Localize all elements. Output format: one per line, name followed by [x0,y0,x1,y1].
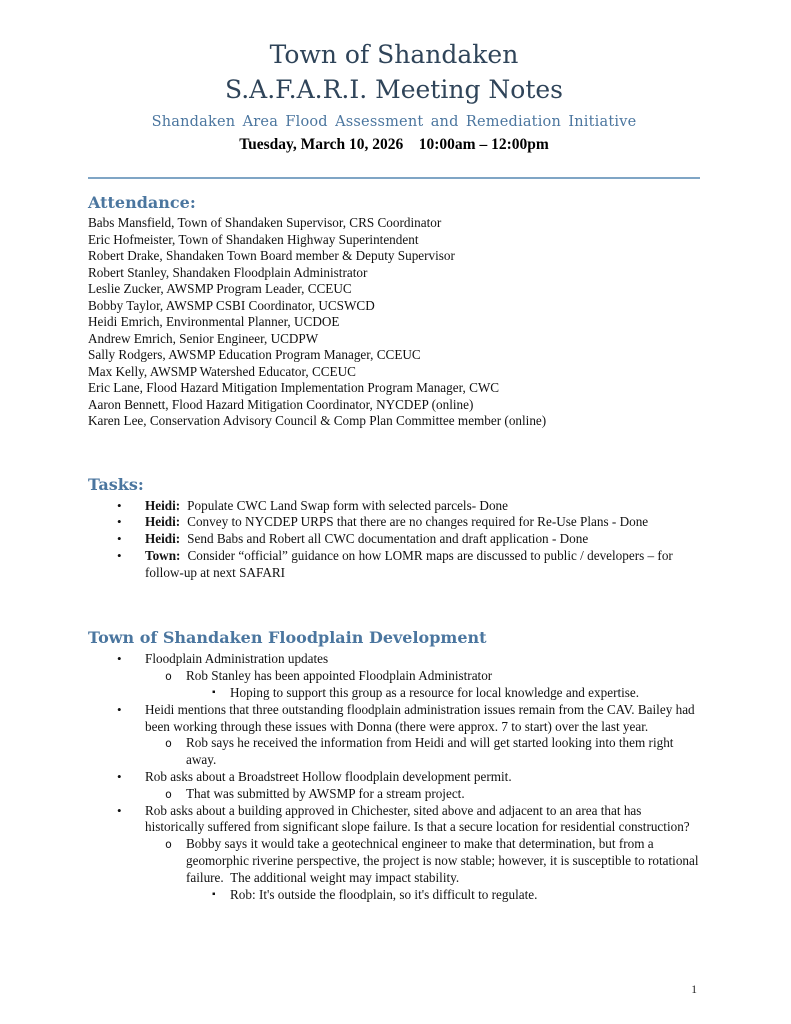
bullet-icon: • [117,497,122,513]
attendee-line: Robert Stanley, Shandaken Floodplain Administrator [88,264,368,280]
list-item-text: Rob says he received the information from Heidi and will get started looking into them right away. [186,735,677,768]
bullet-icon: • [117,769,122,785]
task-item [88,548,700,582]
list-item-text: Rob asks about a building approved in Chichester, sited above and adjacent to an area that has historically suffered from significant slope failure. Is that a secure location for residential construction? [145,802,690,835]
attendee-line: Leslie Zucker, AWSMP Program Leader, CCEUC [88,281,352,296]
bullet-icon: • [117,701,122,717]
task-text [145,514,700,531]
circle-bullet-icon: o [165,669,172,684]
tasks-heading: Tasks: [88,474,144,494]
document-title-line2: S.A.F.A.R.I. Meeting Notes [224,75,563,104]
attendee-line: Robert Drake, Shandaken Town Board member & Deputy Supervisor [88,248,455,263]
task-body: Send Babs and Robert all CWC documentation and draft application - Done [187,531,589,547]
task-text [145,531,700,548]
task-body: Convey to NYCDEP URPS that there are no changes required for Re-Use Plans - Done [187,514,649,530]
list-item [88,702,700,736]
circle-bullet-icon: o [165,786,172,801]
list-item [88,887,700,904]
attendee-line: Aaron Bennett, Flood Hazard Mitigation Coordinator, NYCDEP (online) [88,396,474,412]
list-item [88,803,700,837]
task-owner: Heidi: [145,531,181,547]
section-divider [88,177,700,179]
attendee-line: Eric Hofmeister, Town of Shandaken Highway Superintendent [88,231,419,247]
attendee-line: Heidi Emrich, Environmental Planner, UCDOE [88,314,340,329]
list-item-text: Bobby says it would take a geotechnical engineer to make that determination, but from a geomorphic riverine perspective, the project is now stable; however, it is susceptible to rotational failure. The additional weight may impact stability. [186,836,702,885]
attendee-line: Max Kelly, AWSMP Watershed Educator, CCEUC [88,363,356,379]
circle-bullet-icon: o [165,736,172,751]
task-owner: Heidi: [145,514,181,530]
task-item [88,514,700,531]
attendee-line: Andrew Emrich, Senior Engineer, UCDPW [88,330,319,346]
bullet-icon: • [117,514,122,530]
list-item-text: Heidi mentions that three outstanding floodplain administration issues remain from the CAV. Bailey had been working through these issues with Donna (there were approx. 7 to start) over the last year. [145,701,698,734]
attendee-line: Eric Lane, Flood Hazard Mitigation Implementation Program Manager, CWC [88,380,500,395]
task-text [145,548,700,582]
task-item [88,531,700,548]
square-bullet-icon: ▪ [212,888,216,900]
attendance-heading: Attendance: [88,193,196,212]
attendee-line: Sally Rodgers, AWSMP Education Program Manager, CCEUC [88,347,421,362]
bullet-icon: • [117,547,122,563]
bullet-icon: • [117,802,122,818]
task-body: Populate CWC Land Swap form with selected parcels- Done [187,497,508,513]
list-item [88,769,700,786]
floodplain-section-heading: Town of Shandaken Floodplain Development [88,628,487,648]
list-item-text: Hoping to support this group as a resource for local knowledge and expertise. [230,685,640,701]
list-item [88,668,700,685]
attendee-line: Babs Mansfield, Town of Shandaken Supervisor, CRS Coordinator [88,215,442,230]
attendee-line: Bobby Taylor, AWSMP CSBI Coordinator, UCSWCD [88,297,375,313]
list-item [88,836,700,886]
meeting-subtitle: Shandaken Area Flood Assessment and Remediation Initiative [151,114,637,130]
list-item [88,685,700,702]
attendee-line: Karen Lee, Conservation Advisory Council & Comp Plan Committee member (online) [88,413,547,428]
meeting-datetime: Tuesday, March 10, 2026 10:00am – 12:00pm [239,136,549,153]
circle-bullet-icon: o [165,837,172,852]
task-item [88,498,700,515]
task-body: Consider “official” guidance on how LOMR maps are discussed to public / developers – for follow-up at next SAFARI [145,547,677,580]
bullet-icon: • [117,651,122,667]
page-number: 1 [691,984,697,996]
document-title-line1: Town of Shandaken [269,40,519,69]
task-text [145,498,700,515]
list-item-text: Floodplain Administration updates [145,651,329,667]
square-bullet-icon: ▪ [212,687,216,699]
list-item [88,651,700,668]
bullet-icon: • [117,531,122,547]
list-item-text: Rob asks about a Broadstreet Hollow floodplain development permit. [145,769,512,785]
list-item-text: Rob Stanley has been appointed Floodplain Administrator [186,668,493,684]
task-owner: Heidi: [145,497,181,513]
list-item [88,786,700,803]
list-item-text: Rob: It's outside the floodplain, so it's difficult to regulate. [230,886,538,902]
task-owner: Town: [145,547,181,563]
list-item-text: That was submitted by AWSMP for a stream project. [186,785,465,801]
list-item [88,735,700,769]
